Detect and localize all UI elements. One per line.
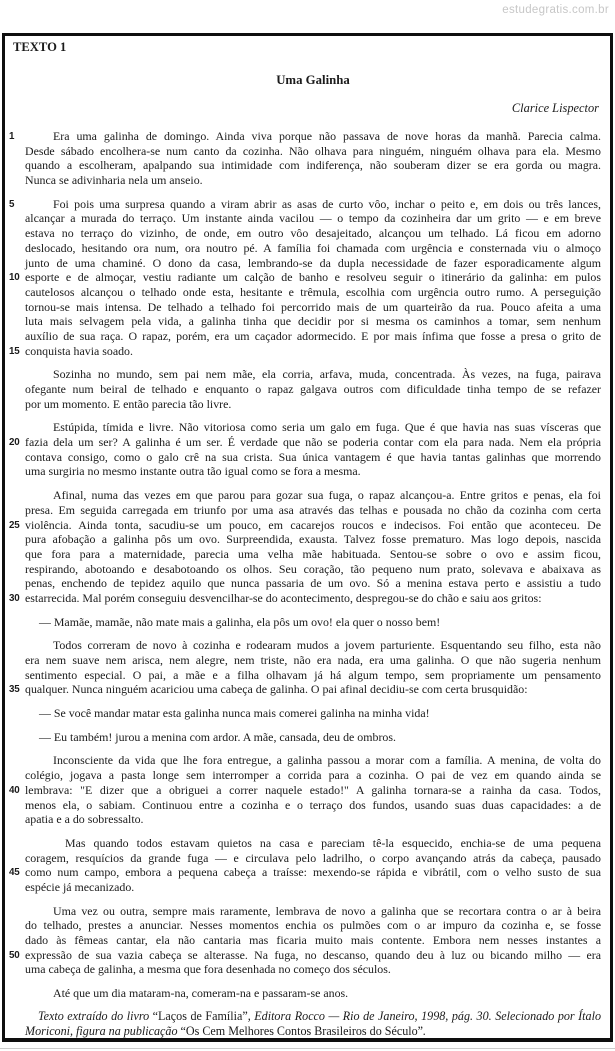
line-number: 20	[9, 437, 20, 449]
line-text: ofegante num beiral de telhado e enquanto o rapaz galgava outros com dificuldade tinha tempo de se refazer	[25, 382, 601, 396]
text-line	[25, 144, 601, 159]
paragraph	[25, 730, 601, 745]
paragraph	[9, 420, 601, 479]
line-text: uma surgiria no mesmo instante outra tão igual como se fora a mesma.	[25, 464, 361, 479]
line-text: Estúpida, tímida e livre. Não vitoriosa como seria um galo em fuga. Que é que havia nas suas vísceras que	[53, 420, 601, 435]
line-text: colégio, jogava a pasta longe sem interromper a corrida para a cozinha. O pai de vez em quando ainda se	[25, 768, 601, 783]
text-line	[9, 129, 601, 144]
text-line	[25, 367, 601, 382]
line-text: estarrecida. Mal porém conseguiu desvencilhar-se do acontecimento, despregou-se do chão e saiu aos gritos:	[25, 590, 542, 605]
line-text: pura afobação a galinha pôs um ovo. Surpreendida, exausta. Talvez fosse prematuro. Mas logo depois, nascida	[25, 532, 601, 547]
text-line	[25, 241, 601, 256]
text-line	[25, 420, 601, 435]
line-text: — Eu também! jurou a menina com ardor. A mãe, cansada, deu de ombros.	[39, 729, 396, 744]
line-text: Afinal, numa das vezes em que parou para gozar sua fuga, o rapaz alcançou-a. Entre gritos e penas, ela foi	[53, 488, 601, 503]
line-text: junto de uma chaminé. O dono da casa, lembrando-se da dupla necessidade de fazer esporadicamente algum	[25, 255, 601, 270]
text-line	[25, 300, 601, 315]
text-line	[25, 314, 601, 329]
line-text: Mas quando todos estavam quietos na casa e pareciam tê-la esquecido, enchia-se de uma pequena	[65, 835, 601, 850]
line-text: Todos correram de novo à cozinha e rodearam mudos a jovem parturiente. Esquentando seu filho, esta não	[53, 638, 601, 653]
line-text: deslocado, hesitando ora num, ora noutro pé. A família foi chamada com urgência e consternada viu o almoço	[25, 240, 601, 255]
paragraph	[9, 753, 601, 827]
line-text: coragem, resquícios da grande fuga — e circulava pelo ladrilho, o corpo avançando atrás da cabeça, pausado	[25, 850, 601, 865]
text-line	[25, 547, 601, 562]
citation-segment: .	[423, 1024, 427, 1039]
line-number: 35	[9, 684, 20, 696]
line-text: era nem suave nem arisca, nem alegre, nem triste, não era nada, era uma galinha. O que não sugeria nenhum	[25, 653, 601, 667]
text-line	[9, 343, 601, 359]
paragraph	[9, 488, 601, 606]
line-text: auxílio de sua raça. O rapaz, porém, era um caçador adormecido. E por mais ínfima que fosse a presa o grito de	[25, 328, 601, 343]
paragraph	[25, 615, 601, 630]
line-number: 1	[9, 131, 15, 142]
line-text: esporte e de almoçar, vestiu radiante um calção de banho e resolveu seguir o itinerário da galinha: em pulos	[25, 270, 601, 285]
text-line	[25, 450, 601, 465]
line-number: 5	[9, 198, 15, 210]
paragraph	[25, 367, 601, 411]
text-line	[25, 798, 601, 813]
line-text: luta mais selvagem pela vida, a galinha tinha que decidir por si mesma os caminhos a tomar, sem nenhum	[25, 314, 601, 329]
text-line	[9, 196, 601, 212]
text-line	[25, 173, 601, 188]
line-text: qualquer. Nunca ninguém acariciou uma cabeça de galinha. O pai afinal decidiu-se com certa brusquidão:	[25, 682, 528, 697]
text-line	[25, 285, 601, 300]
text-line	[25, 933, 601, 948]
line-text: Inconsciente da vida que lhe fora entregue, a galinha passou a morar com a família. A menina, de volta do	[53, 753, 601, 768]
texto-label: TEXTO 1	[13, 40, 67, 54]
page-bottom-edge	[0, 1048, 615, 1049]
line-text: Até que um dia mataram-na, comeram-na e passaram-se anos.	[53, 986, 349, 1001]
line-text: conquista havia soado.	[25, 343, 133, 358]
line-text: cautelosos alcançou o telhado onde esta, hesitante e trêmula, escolhia com urgência outro rumo. A perseguição	[25, 284, 601, 299]
text-line	[25, 986, 601, 1001]
line-number: 45	[9, 867, 20, 879]
line-number: 25	[9, 519, 20, 531]
line-number: 10	[9, 272, 20, 284]
text-line	[25, 962, 601, 977]
story-title: Uma Galinha	[276, 73, 350, 87]
text-line	[25, 918, 601, 933]
text-line	[9, 590, 601, 606]
line-text: tornou-se mais intensa. De telhado a telhado foi percorrido mais de um quarteirão da rua. Pouco afeita a uma	[25, 299, 601, 314]
line-text: sentimento especial. O pai, a mãe e a filha olhavam já há algum tempo, sem propriamente um pensamento	[25, 667, 601, 682]
line-number: 40	[9, 784, 20, 796]
line-text: penas, enchendo de tepidez aquilo que nunca passaria de um ovo. Só a menina estava perto e assistiu a tudo	[25, 576, 601, 591]
text-line	[25, 668, 601, 683]
paragraph	[9, 835, 601, 895]
line-text: estava no terraço do vizinho, de onde, em outro vôo desajeitado, alcançou um telhado. Lá ficou em adorno	[25, 226, 601, 241]
text-line	[25, 503, 601, 518]
line-text: fazia dela um ser? A galinha é um ser. É verdade que não se poderia contar com ela para nada. Nem ela própria	[25, 435, 601, 450]
line-text: Uma vez ou outra, sempre mais raramente, lembrava de novo a galinha que se recortara contra o ar à beira	[53, 903, 601, 918]
paragraph	[9, 638, 601, 697]
text-line	[25, 904, 601, 919]
line-text: quando a escolheram, apalpando sua intimidade com indiferença, não souberam dizer se era gorda ou magra.	[25, 158, 601, 173]
text-line	[9, 270, 601, 285]
text-line	[25, 226, 601, 241]
text-line	[25, 211, 601, 226]
line-number: 15	[9, 345, 20, 357]
line-text: violência. Ainda tonta, sacudiu-se um pouco, em cacarejos roucos e indecisos. Foi então que aconteceu. De	[25, 517, 601, 532]
line-text: por um momento. E então parecia tão livre.	[25, 396, 232, 411]
line-number: 30	[9, 592, 20, 604]
text-line	[25, 768, 601, 783]
text-line	[25, 382, 601, 397]
line-text: contava consigo, como o galo crê na sua crista. Sua única vantagem é que havia tantas galinhas que morrendo	[25, 449, 601, 464]
line-text: do telhado, prestes a anunciar. Nesses momentos enchia os pulmões com o ar impuro da cozinha e, se fosse	[25, 918, 601, 933]
text-line	[25, 256, 601, 271]
text-line	[25, 730, 601, 745]
text-box	[2, 33, 613, 1042]
text-line	[25, 397, 601, 412]
text-line	[25, 329, 601, 344]
paragraph	[25, 986, 601, 1001]
text-line	[25, 706, 601, 721]
paragraph	[9, 903, 601, 977]
text-line	[25, 576, 601, 591]
line-text: Foi pois uma surpresa quando a viram abrir as asas de curto vôo, inchar o peito e, em dois ou três lances,	[53, 196, 601, 211]
text-body	[9, 129, 601, 1001]
line-text: como num campo, embora a pequena cabeça a traísse: mexendo-se rápida e vibrátil, com o velho susto de sua	[25, 865, 601, 880]
text-line	[25, 836, 601, 851]
citation	[25, 1009, 601, 1040]
line-text: expressão de sua vazia cabeça se alterasse. Na fuga, no descanso, quando deu à luz ou bicando milho — era	[25, 947, 601, 962]
text-line	[25, 532, 601, 547]
line-text: que fora para a maternidade, parecia uma velha mãe habituada. Sentou-se sobre o ovo e assim ficou,	[25, 546, 601, 561]
line-text: Sozinha no mundo, sem pai nem mãe, ela corria, arfava, muda, concentrada. Às vezes, na fuga, pairava	[53, 367, 601, 382]
text-line	[9, 782, 601, 798]
text-line	[25, 880, 601, 895]
citation-segment: Texto extraído do livro	[38, 1008, 153, 1023]
line-text: apatia e a do sobressalto.	[25, 812, 144, 827]
text-line	[9, 947, 601, 963]
line-text: Desde sábado encolhera-se num canto da cozinha. Não olhava para ninguém, ninguém olhava para ela. Mesmo	[25, 143, 601, 158]
text-line	[25, 638, 601, 653]
watermark: estudegratis.com.br	[502, 4, 609, 16]
paragraph	[9, 129, 601, 188]
text-line	[25, 464, 601, 479]
citation-segment: , Editora Rocco — Rio de Janeiro, 1998, pág. 30. Selecionado por Ítalo Moriconi, figura na publicação	[25, 1008, 601, 1039]
paragraph	[9, 196, 601, 359]
line-text: presa. Em seguida carregada em triunfo por uma asa através das telhas e pousada no chão da cozinha com certa	[25, 502, 601, 517]
text-line	[25, 562, 601, 577]
paragraph	[25, 706, 601, 721]
line-number: 50	[9, 949, 20, 961]
citation-segment: “Os Cem Melhores Contos Brasileiros do Século”	[180, 1024, 424, 1039]
text-line	[25, 488, 601, 503]
line-text: respirando, abotoando e desabotoando os olhos. Seu coração, tão pequeno num prato, solevava e abaixava as	[25, 561, 601, 576]
line-text: dado às fêmeas cantar, ela não cantaria mas ficaria muito mais contente. Embora nem nesses instantes a	[25, 933, 601, 947]
text-line	[25, 615, 601, 630]
line-text: — Mamãe, mamãe, não mate mais a galinha, ela pôs um ovo! ela quer o nosso bem!	[39, 614, 441, 629]
line-text: menos ela, o sabiam. Continuou entre a cozinha e o terraço dos fundos, usando suas duas capacidades: a de	[25, 797, 601, 812]
text-line	[25, 812, 601, 827]
line-text: — Se você mandar matar esta galinha nunca mais comerei galinha na minha vida!	[39, 706, 430, 721]
line-text: lembrava: "E dizer que a obriguei a correr naquele estado!" A galinha tornara-se a rainha da casa. Todos,	[25, 782, 601, 797]
line-text: Nunca se adivinharia nela um anseio.	[25, 173, 203, 188]
text-line	[9, 435, 601, 450]
citation-segment: “Laços de Família”	[152, 1008, 248, 1023]
text-line	[9, 517, 601, 533]
text-line	[25, 753, 601, 768]
story-author: Clarice Lispector	[511, 101, 599, 115]
line-text: espécie já mecanizado.	[25, 879, 135, 894]
line-text: Era uma galinha de domingo. Ainda viva porque não passava de nove horas da manhã. Parecia calma.	[53, 129, 601, 143]
line-text: alcançar a murada do terraço. Um instante ainda vacilou — o tempo da cozinheira dar um grito — e em breve	[25, 211, 601, 226]
text-line	[9, 682, 601, 697]
text-line	[25, 158, 601, 173]
text-line	[25, 851, 601, 866]
text-line	[25, 653, 601, 668]
line-text: uma cabeça de galinha, a mesma que fora desenhada no começo dos séculos.	[25, 962, 391, 977]
text-line	[9, 865, 601, 880]
